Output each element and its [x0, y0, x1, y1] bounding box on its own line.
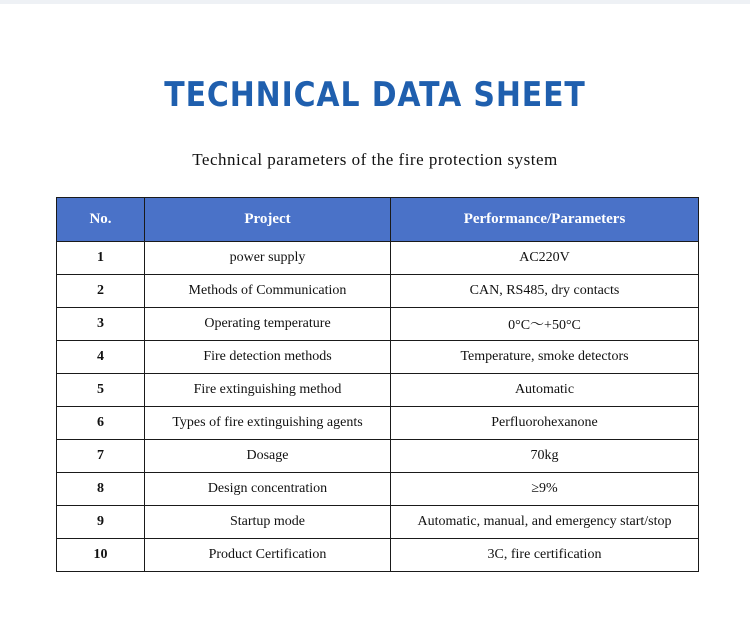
cell-project: Types of fire extinguishing agents [145, 407, 391, 440]
table-row [57, 308, 699, 341]
table-row [57, 374, 699, 407]
cell-project: Methods of Communication [145, 275, 391, 308]
spec-table-header [57, 198, 699, 242]
cell-project: Product Certification [145, 539, 391, 572]
cell-project: power supply [145, 242, 391, 275]
cell-no: 1 [57, 242, 145, 275]
header-row [57, 198, 699, 242]
header-parameters: Performance/Parameters [391, 198, 699, 242]
cell-no: 8 [57, 473, 145, 506]
cell-value: Automatic, manual, and emergency start/stop [391, 506, 699, 539]
cell-value: CAN, RS485, dry contacts [391, 275, 699, 308]
table-row [57, 539, 699, 572]
cell-no: 3 [57, 308, 145, 341]
cell-value: 0°C～+50°C [391, 308, 699, 341]
cell-no: 4 [57, 341, 145, 374]
cell-value: 70kg [391, 440, 699, 473]
cell-project: Design concentration [145, 473, 391, 506]
table-row [57, 275, 699, 308]
cell-no: 9 [57, 506, 145, 539]
header-project: Project [145, 198, 391, 242]
cell-no: 7 [57, 440, 145, 473]
cell-no: 5 [57, 374, 145, 407]
cell-project: Operating temperature [145, 308, 391, 341]
cell-no: 10 [57, 539, 145, 572]
cell-project: Fire detection methods [145, 341, 391, 374]
table-row [57, 473, 699, 506]
table-row [57, 440, 699, 473]
page-title: TECHNICAL DATA SHEET [164, 75, 586, 115]
top-band [0, 0, 750, 4]
table-row [57, 407, 699, 440]
cell-value: 3C, fire certification [391, 539, 699, 572]
cell-value: Perfluorohexanone [391, 407, 699, 440]
table-row [57, 341, 699, 374]
header-no: No. [57, 198, 145, 242]
cell-value: Temperature, smoke detectors [391, 341, 699, 374]
table-row [57, 506, 699, 539]
cell-no: 2 [57, 275, 145, 308]
cell-no: 6 [57, 407, 145, 440]
cell-project: Startup mode [145, 506, 391, 539]
cell-project: Fire extinguishing method [145, 374, 391, 407]
cell-project: Dosage [145, 440, 391, 473]
cell-value: Automatic [391, 374, 699, 407]
page-subtitle: Technical parameters of the fire protection system [192, 150, 558, 169]
spec-table-body [57, 242, 699, 572]
cell-value: AC220V [391, 242, 699, 275]
cell-value: ≥9% [391, 473, 699, 506]
table-row [57, 242, 699, 275]
spec-table [56, 197, 699, 572]
